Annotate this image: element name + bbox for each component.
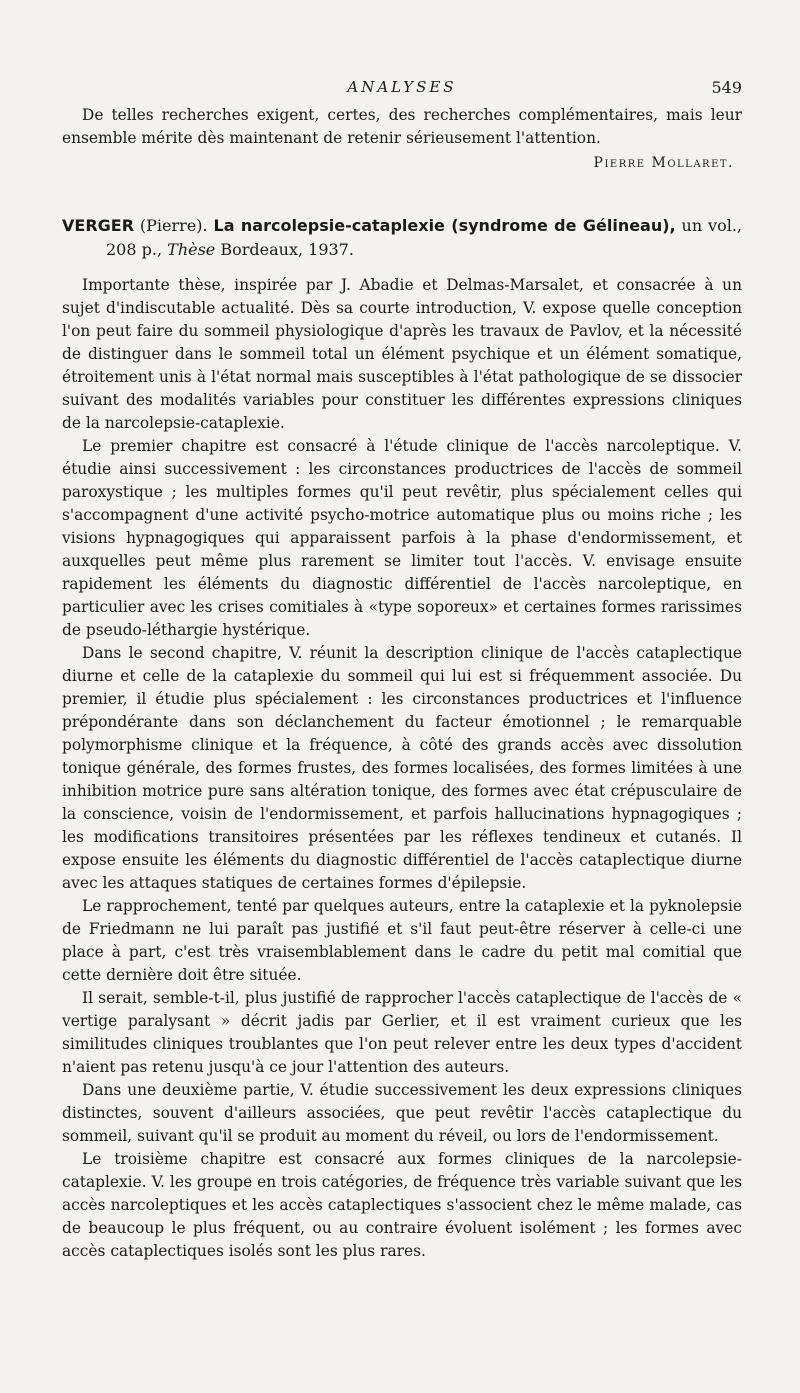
entry-title: La narcolepsie-cataplexie (syndrome de Gélineau), [213,216,676,235]
bibliographic-entry [62,214,742,262]
review-paragraph: Le premier chapitre est consacré à l'étude clinique de l'accès narcoleptique. V. étudie ainsi successivement : les circonstances productrices de l'accès de sommeil paroxystique ; les multiples formes qu'il peut revêtir, plus spécialement celles qui s'accompagnent d'une activité psycho-motrice automatique plus ou moins riche ; les visions hypnagogiques qui apparaissent parfois à la phase d'endormissement, et auxquelles peut même plus rarement se limiter tout l'accès. V. envisage ensuite rapidement les éléments du diagnostic différentiel de l'accès narcoleptique, en particulier avec les crises comitiales à «type soporeux» et certaines formes rarissimes de pseudo-léthargie hystérique. [62,437,742,639]
entry-thesis-label: Thèse [167,240,216,259]
reviewer-signature: Pierre Mollaret. [593,155,734,171]
review-paragraph: Dans une deuxième partie, V. étudie successivement les deux expressions cliniques distinctes, souvent d'ailleurs associées, que peut revêtir l'accès cataplectique du sommeil, suivant qu'il se produit au moment du réveil, ou lors de l'endormissement. [62,1081,742,1145]
entry-author: VERGER [62,216,135,235]
page-number: 549 [711,78,742,97]
review-paragraph: Il serait, semble-t-il, plus justifié de rapprocher l'accès cataplectique de l'accès de « vertige paralysant » décrit jadis par Gerlier, et il est vraiment curieux que les similitudes cliniques troublantes que l'on peut relever entre les deux types d'accident n'aient pas retenu jusqu'à ce jour l'attention des auteurs. [62,989,742,1076]
review-paragraph: Importante thèse, inspirée par J. Abadie et Delmas-Marsalet, et consacrée à un sujet d'indiscutable actualité. Dès sa courte introduction, V. expose quelle conception l'on peut faire du sommeil physiologique d'après les travaux de Pavlov, et la nécessité de distinguer dans le sommeil total un élément psychique et un élément somatique, étroitement unis à l'état normal mais susceptibles à l'état pathologique de se dissocier suivant des modalités variables pour constituer les différentes expressions cliniques de la narcolepsie-cataplexie. [62,276,742,432]
running-title: ANALYSES [347,78,457,96]
review-paragraph: Dans le second chapitre, V. réunit la description clinique de l'accès cataplectique diurne et celle de la cataplexie du sommeil qui lui est si fréquemment associée. Du premier, il étudie plus spécialement : les circonstances productrices et l'influence prépondérante dans son déclanchement du facteur émotionnel ; le remarquable polymorphisme clinique et la fréquence, à côté des grands accès avec dissolution tonique générale, des formes frustes, des formes localisées, des formes limitées à une inhibition motrice pure sans altération tonique, des formes avec état crépusculaire de la conscience, voisin de l'endormissement, et parfois hallucinations hypnagogiques ; les modifications transitoires présentées par les réflexes tendineux et cutanés. Il expose ensuite les éléments du diagnostic différentiel de l'accès cataplectique diurne avec les attaques statiques de certaines formes d'épilepsie. [62,644,742,892]
review-paragraph: Le troisième chapitre est consacré aux formes cliniques de la narcolepsie-cataplexie. V. les groupe en trois catégories, de fréquence très variable suivant que les accès narcoleptiques et les accès cataplectiques s'associent chez le même malade, cas de beaucoup le plus fréquent, ou au contraire évoluent isolément ; les formes avec accès cataplectiques isolés sont les plus rares. [62,1150,742,1260]
entry-author-first-name: (Pierre). [139,216,208,235]
running-head [62,78,742,104]
review-paragraph: Le rapprochement, tenté par quelques auteurs, entre la cataplexie et la pyknolepsie de Friedmann ne lui paraît pas justifié et s'il faut peut-être réserver à celle-ci une place à part, c'est très vraisemblablement dans le cadre du petit mal comitial que cette dernière doit être située. [62,897,742,984]
previous-review-closing-paragraph: De telles recherches exigent, certes, des recherches complémentaires, mais leur ensemble mérite dès maintenant de retenir sérieusement l'attention. [62,106,742,147]
entry-publication: Bordeaux, 1937. [220,240,354,259]
review-body [62,274,742,1263]
entry-details: un vol., 208 p., [106,216,743,259]
journal-page [62,78,742,1263]
